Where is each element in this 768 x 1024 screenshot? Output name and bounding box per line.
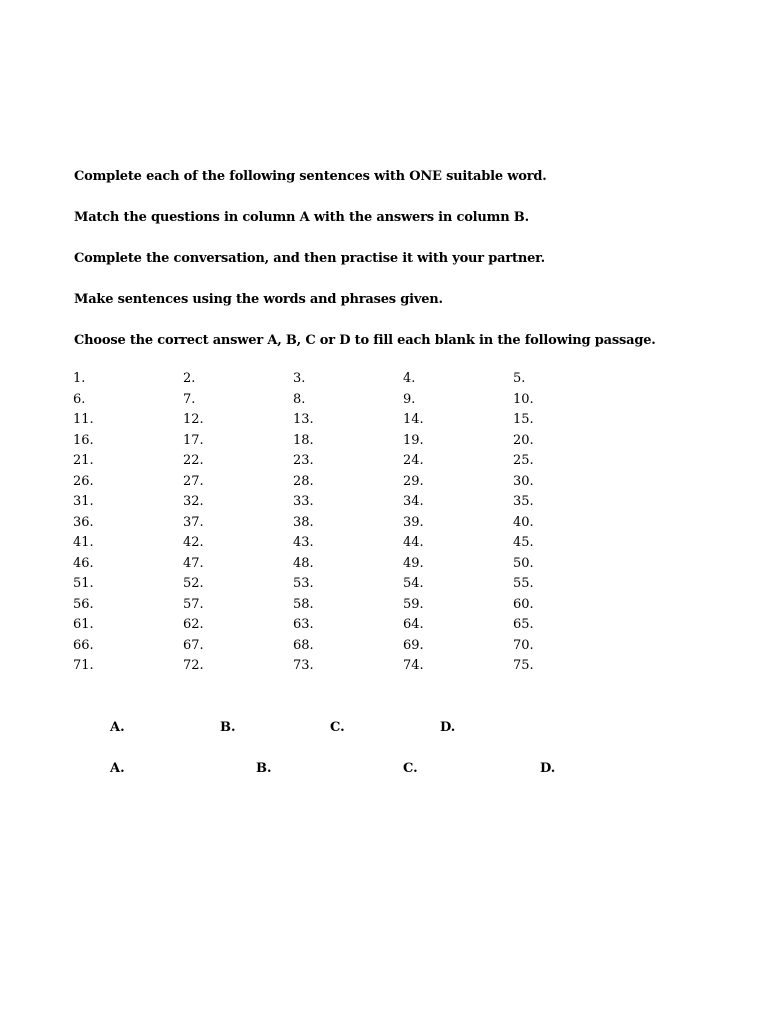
answer-number: 31. [73, 494, 94, 509]
answer-number: 10. [513, 391, 534, 407]
answer-number: 65. [513, 617, 534, 632]
answer-number: 33. [293, 494, 314, 509]
option-label-b: B. [220, 720, 236, 735]
answer-number: 55. [513, 576, 534, 591]
answer-grid-row [73, 556, 633, 577]
option-label-c: C. [403, 761, 418, 776]
option-label-b: B. [256, 761, 272, 776]
answer-grid-row [73, 412, 633, 433]
answer-number: 72. [183, 658, 204, 673]
answer-number: 1. [73, 371, 86, 386]
answer-number: 37. [183, 514, 204, 530]
answer-number: 39. [403, 514, 424, 530]
answer-number: 19. [403, 432, 424, 448]
answer-number: 22. [183, 453, 204, 468]
answer-grid-row [73, 638, 633, 659]
answer-number: 44. [403, 535, 424, 550]
answer-number: 42. [183, 535, 204, 550]
answer-number: 30. [513, 473, 534, 489]
answer-number: 48. [293, 555, 314, 571]
answer-number: 20. [513, 432, 534, 448]
answer-number: 49. [403, 555, 424, 571]
answer-number: 27. [183, 473, 204, 489]
answer-grid-row [73, 617, 633, 638]
answer-number: 4. [403, 371, 416, 386]
answer-number-grid [73, 371, 633, 679]
answer-number: 63. [293, 617, 314, 632]
answer-number: 2. [183, 371, 196, 386]
answer-number: 57. [183, 596, 204, 612]
answer-number: 66. [73, 637, 94, 653]
answer-number: 71. [73, 658, 94, 673]
answer-number: 40. [513, 514, 534, 530]
answer-number: 46. [73, 555, 94, 571]
answer-number: 23. [293, 453, 314, 468]
answer-number: 18. [293, 432, 314, 448]
answer-grid-row [73, 658, 633, 679]
answer-number: 7. [183, 391, 196, 407]
answer-grid-row [73, 535, 633, 556]
option-label-d: D. [540, 761, 556, 776]
instruction-2: Match the questions in column A with the answers in column B. [74, 210, 529, 225]
answer-number: 34. [403, 494, 424, 509]
answer-number: 67. [183, 637, 204, 653]
answer-number: 16. [73, 432, 94, 448]
answer-grid-row [73, 433, 633, 454]
answer-number: 13. [293, 412, 314, 427]
answer-number: 32. [183, 494, 204, 509]
answer-number: 28. [293, 473, 314, 489]
answer-grid-row [73, 392, 633, 413]
instruction-4: Make sentences using the words and phrases given. [74, 292, 443, 307]
answer-number: 56. [73, 596, 94, 612]
answer-number: 11. [73, 412, 94, 427]
answer-number: 8. [293, 391, 306, 407]
answer-number: 45. [513, 535, 534, 550]
answer-number: 51. [73, 576, 94, 591]
answer-number: 68. [293, 637, 314, 653]
option-row-2 [0, 761, 768, 779]
answer-number: 21. [73, 453, 94, 468]
answer-number: 24. [403, 453, 424, 468]
answer-number: 15. [513, 412, 534, 427]
answer-number: 69. [403, 637, 424, 653]
instruction-3: Complete the conversation, and then practise it with your partner. [74, 251, 545, 266]
answer-grid-row [73, 371, 633, 392]
instruction-5: Choose the correct answer A, B, C or D to fill each blank in the following passage. [74, 333, 656, 348]
answer-grid-row [73, 576, 633, 597]
answer-number: 12. [183, 412, 204, 427]
answer-number: 47. [183, 555, 204, 571]
answer-number: 26. [73, 473, 94, 489]
answer-number: 6. [73, 391, 86, 407]
option-label-c: C. [330, 720, 345, 735]
answer-number: 43. [293, 535, 314, 550]
answer-number: 29. [403, 473, 424, 489]
answer-number: 14. [403, 412, 424, 427]
answer-number: 9. [403, 391, 416, 407]
answer-number: 36. [73, 514, 94, 530]
answer-number: 58. [293, 596, 314, 612]
instruction-1: Complete each of the following sentences with ONE suitable word. [74, 169, 547, 184]
answer-number: 25. [513, 453, 534, 468]
answer-number: 53. [293, 576, 314, 591]
answer-number: 70. [513, 637, 534, 653]
option-label-a: A. [110, 761, 125, 776]
answer-number: 38. [293, 514, 314, 530]
answer-grid-row [73, 494, 633, 515]
answer-number: 5. [513, 371, 526, 386]
answer-number: 59. [403, 596, 424, 612]
answer-number: 62. [183, 617, 204, 632]
answer-number: 74. [403, 658, 424, 673]
answer-number: 17. [183, 432, 204, 448]
answer-number: 73. [293, 658, 314, 673]
option-row-1 [0, 720, 768, 738]
answer-number: 3. [293, 371, 306, 386]
answer-number: 35. [513, 494, 534, 509]
answer-number: 61. [73, 617, 94, 632]
answer-grid-row [73, 453, 633, 474]
option-label-a: A. [110, 720, 125, 735]
answer-number: 60. [513, 596, 534, 612]
answer-number: 50. [513, 555, 534, 571]
answer-number: 41. [73, 535, 94, 550]
answer-number: 64. [403, 617, 424, 632]
answer-number: 54. [403, 576, 424, 591]
answer-grid-row [73, 597, 633, 618]
answer-grid-row [73, 515, 633, 536]
answer-grid-row [73, 474, 633, 495]
answer-number: 75. [513, 658, 534, 673]
option-label-d: D. [440, 720, 456, 735]
answer-number: 52. [183, 576, 204, 591]
